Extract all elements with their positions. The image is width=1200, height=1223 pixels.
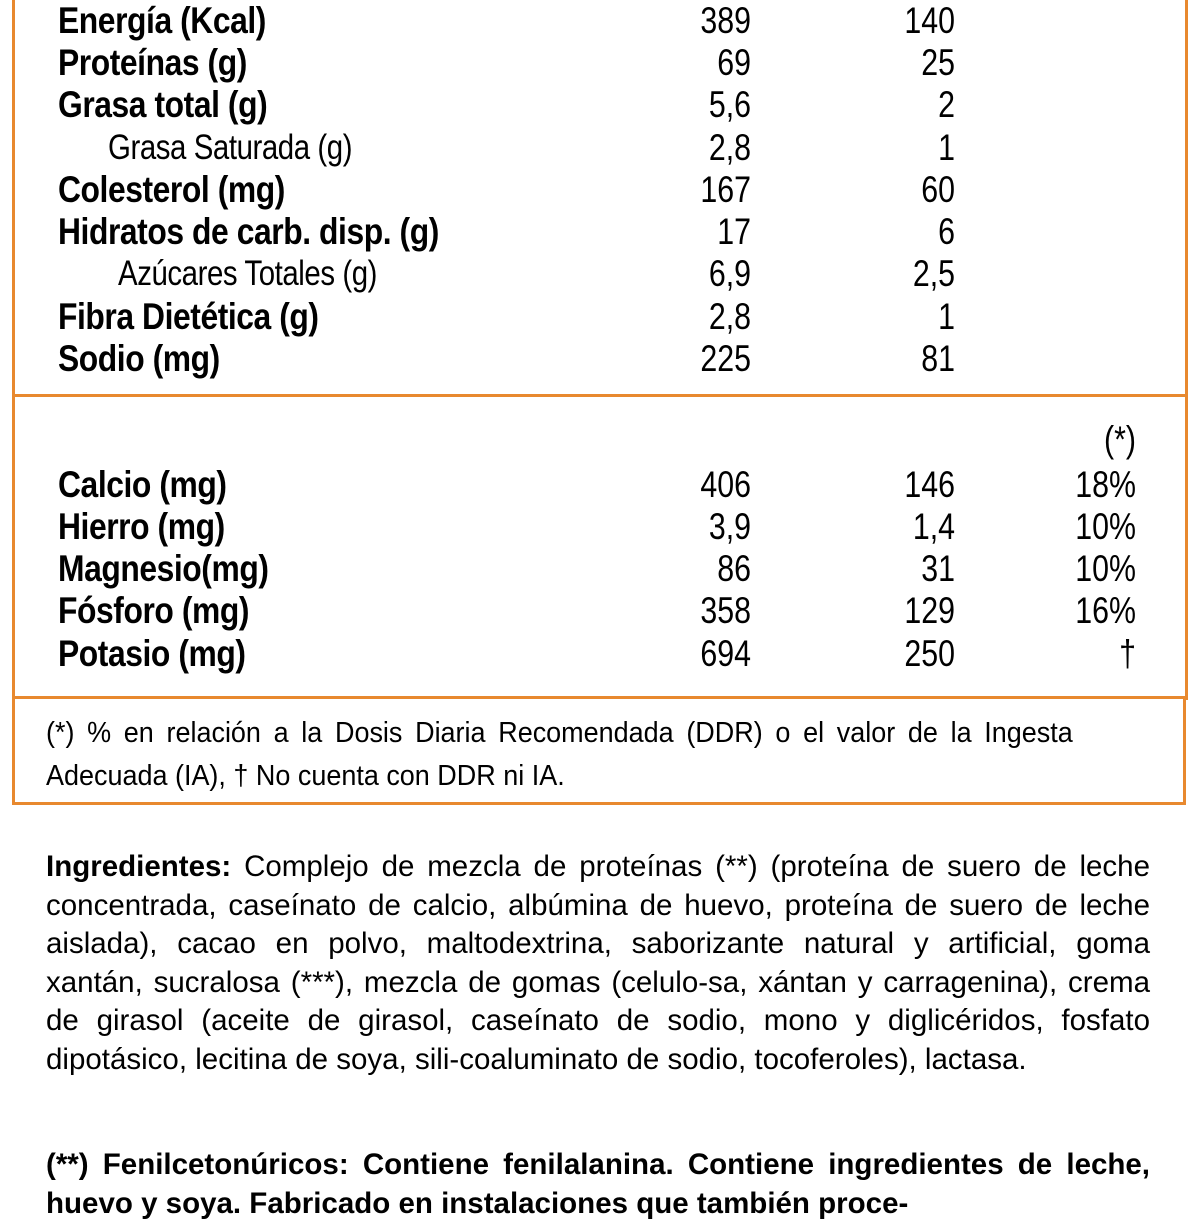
table-row xyxy=(0,548,1200,590)
table-row xyxy=(0,338,1200,380)
footnote-border-bottom xyxy=(12,802,1186,805)
table-row xyxy=(0,127,1200,169)
table-footnote: (*) % en relación a la Dosis Diaria Recomendada (DDR) o el valor de la Ingesta Adecuada (IA), † No cuenta con DDR ni IA. xyxy=(46,717,1073,792)
value-per-100: 2,8 xyxy=(708,296,751,337)
section-divider xyxy=(12,394,1188,397)
table-row xyxy=(0,296,1200,338)
value-per-portion: 2 xyxy=(938,84,955,125)
value-per-100: 2,8 xyxy=(708,127,751,168)
pct-header-row xyxy=(0,419,1200,461)
value-per-portion: 31 xyxy=(921,548,955,589)
value-per-portion: 146 xyxy=(904,464,955,505)
pct-header: (*) xyxy=(1103,419,1136,460)
nutrient-label: Sodio (mg) xyxy=(58,338,220,379)
nutrient-label: Fósforo (mg) xyxy=(58,590,250,631)
value-per-100: 69 xyxy=(717,42,751,83)
value-per-portion: 250 xyxy=(904,633,955,674)
value-per-portion: 25 xyxy=(921,42,955,83)
table-row xyxy=(0,590,1200,632)
nutrient-label: Fibra Dietética (g) xyxy=(58,296,319,337)
allergen-notice: (**) Fenilcetonúricos: Contiene fenilalanina. Contiene ingredientes de leche, huevo y soya. Fabricado en instalaciones que también proce- xyxy=(46,1148,1150,1220)
value-per-100: 17 xyxy=(717,211,751,252)
value-per-portion: 60 xyxy=(921,169,955,210)
table-row xyxy=(0,42,1200,84)
value-per-100: 406 xyxy=(700,464,751,505)
nutrient-label: Hidratos de carb. disp. (g) xyxy=(58,211,439,252)
value-per-100: 5,6 xyxy=(708,84,751,125)
table-row xyxy=(0,211,1200,253)
table-row xyxy=(0,169,1200,211)
value-per-100: 167 xyxy=(700,169,751,210)
section-divider xyxy=(12,696,1188,699)
value-per-100: 6,9 xyxy=(708,253,751,294)
value-pct-ddr: 10% xyxy=(1075,506,1136,547)
value-pct-ddr: † xyxy=(1119,633,1136,674)
value-per-100: 225 xyxy=(700,338,751,379)
value-per-100: 389 xyxy=(700,0,751,41)
nutrient-label: Calcio (mg) xyxy=(58,464,227,505)
table-row xyxy=(0,633,1200,675)
value-pct-ddr: 16% xyxy=(1075,590,1136,631)
nutrient-label: Proteínas (g) xyxy=(58,42,247,83)
nutrient-sublabel: Azúcares Totales (g) xyxy=(118,254,378,293)
nutrient-sublabel: Grasa Saturada (g) xyxy=(108,128,353,167)
table-row xyxy=(0,253,1200,295)
nutrient-label: Grasa total (g) xyxy=(58,84,268,125)
value-per-portion: 129 xyxy=(904,590,955,631)
value-per-portion: 1 xyxy=(938,127,955,168)
nutrient-label: Hierro (mg) xyxy=(58,506,225,547)
nutrient-label: Colesterol (mg) xyxy=(58,169,285,210)
value-per-100: 86 xyxy=(717,548,751,589)
table-row xyxy=(0,84,1200,126)
nutrient-label: Energía (Kcal) xyxy=(58,0,266,41)
value-per-100: 358 xyxy=(700,590,751,631)
value-pct-ddr: 18% xyxy=(1075,464,1136,505)
footnote-border-right xyxy=(1183,696,1186,805)
value-per-portion: 1,4 xyxy=(912,506,955,547)
value-per-portion: 2,5 xyxy=(912,253,955,294)
value-per-100: 694 xyxy=(700,633,751,674)
table-row xyxy=(0,506,1200,548)
value-per-portion: 1 xyxy=(938,296,955,337)
value-per-portion: 81 xyxy=(921,338,955,379)
value-per-100: 3,9 xyxy=(708,506,751,547)
nutrient-label: Magnesio(mg) xyxy=(58,548,269,589)
ingredients-text: Complejo de mezcla de proteínas (**) (proteína de suero de leche concentrada, caseínato de calcio, albúmina de huevo, proteína de suero de leche aislada), cacao en polvo, maltodextrina, saborizante natural y artificial, goma xantán, sucralosa (***), mezcla de gomas (celulo-sa, xántan y carragenina), crema de girasol (aceite de girasol, caseínato de sodio, mono y diglicéridos, fosfato dipotásico, lecitina de soya, sili-coaluminato de sodio, tocoferoles), lactasa. xyxy=(46,850,1150,1076)
table-row xyxy=(0,0,1200,42)
ingredients-heading: Ingredientes: xyxy=(46,850,232,883)
value-per-portion: 6 xyxy=(938,211,955,252)
table-row xyxy=(0,464,1200,506)
nutrient-label: Potasio (mg) xyxy=(58,633,246,674)
ingredients-paragraph xyxy=(46,848,1150,1079)
value-per-portion: 140 xyxy=(904,0,955,41)
footnote-border-left xyxy=(12,696,15,805)
value-pct-ddr: 10% xyxy=(1075,548,1136,589)
